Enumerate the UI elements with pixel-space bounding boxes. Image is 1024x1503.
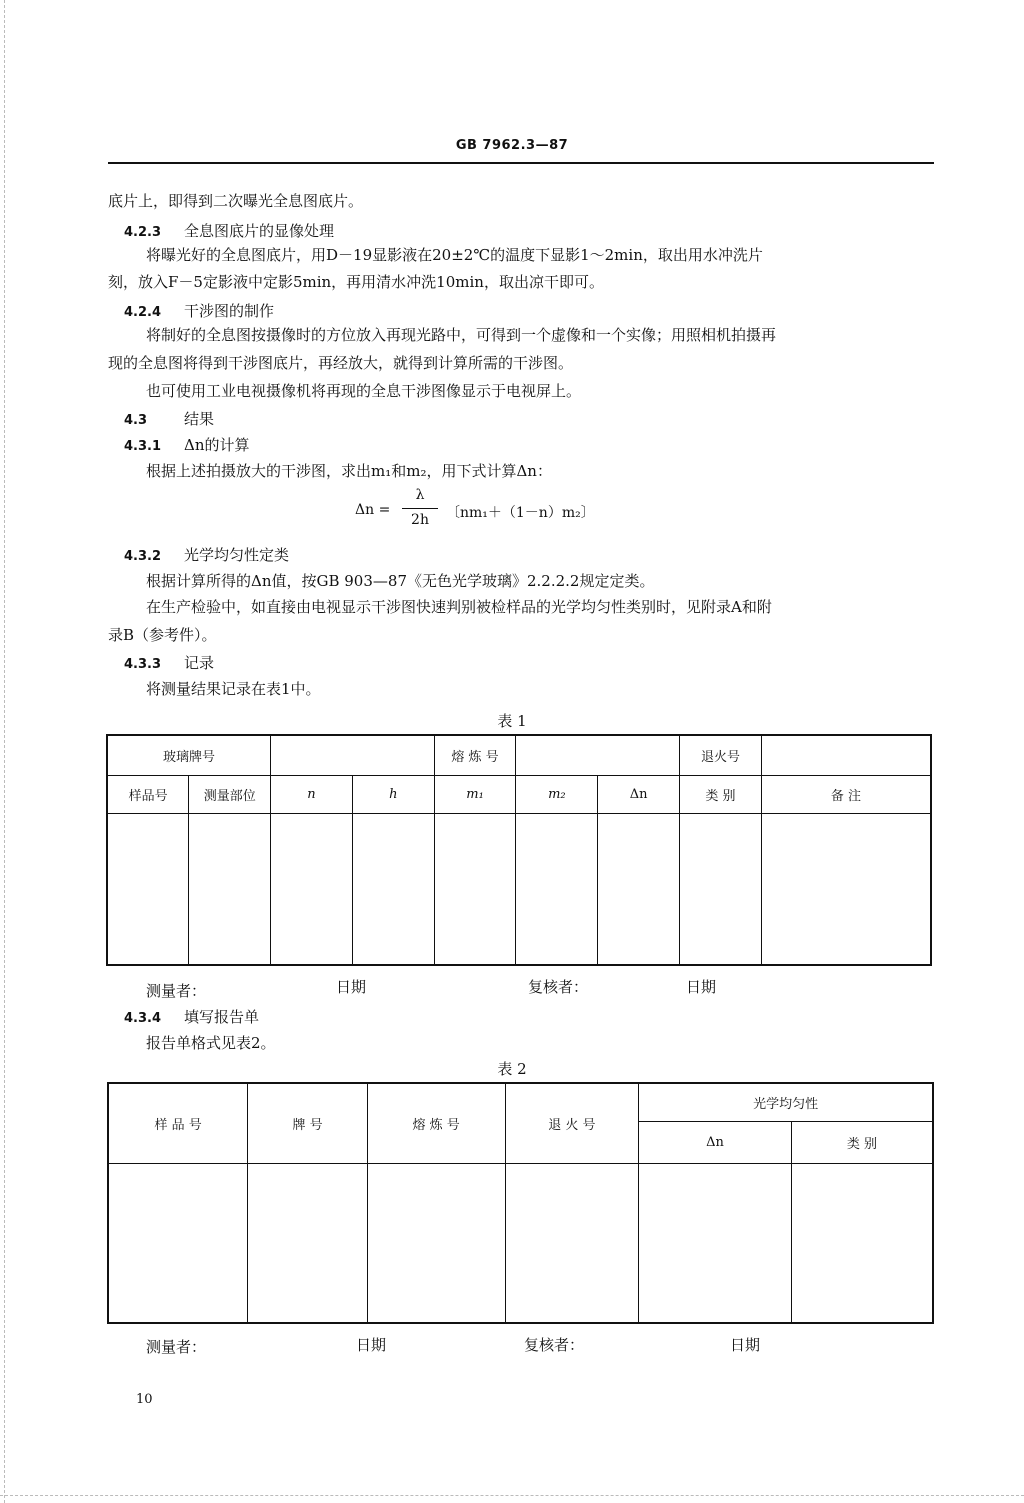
- empty-cell: [791, 1163, 933, 1323]
- section-4-2-4-heading: [124, 300, 274, 321]
- date-label: 日期: [686, 978, 717, 996]
- header-rule: [108, 162, 934, 164]
- paragraph-line: 录B（参考件）。: [108, 626, 217, 644]
- section-title: 干涉图的制作: [184, 302, 275, 320]
- section-number: 4.2.3: [124, 225, 162, 240]
- measurer-label: 测量者：: [146, 982, 207, 1000]
- section-4-3-2-heading: [124, 544, 289, 565]
- empty-cell: [505, 1163, 639, 1323]
- section-title: 记录: [184, 654, 215, 672]
- section-number: 4.3: [124, 413, 148, 428]
- empty-cell: [107, 814, 189, 965]
- section-4-3-3-heading: [124, 652, 214, 673]
- column-header: 样 品 号: [108, 1083, 248, 1163]
- empty-cell: [680, 814, 762, 965]
- section-number: 4.3.2: [124, 549, 162, 564]
- section-number: 4.3.3: [124, 657, 162, 672]
- group-header-optical-homogeneity: 光学均匀性: [639, 1083, 933, 1121]
- standard-code-header: GB 7962.3—87: [455, 138, 569, 153]
- column-header: n: [271, 775, 353, 813]
- section-title: 全息图底片的显像处理: [184, 222, 335, 240]
- section-number: 4.2.4: [124, 305, 162, 320]
- date-label: 日期: [336, 978, 367, 996]
- anneal-number-value: [761, 735, 931, 775]
- section-title: 填写报告单: [184, 1008, 260, 1026]
- glass-grade-value: [271, 735, 435, 775]
- melt-number-label: 熔 炼 号: [434, 735, 516, 775]
- section-4-3-4-heading: [124, 1006, 259, 1027]
- paragraph-line: 也可使用工业电视摄像机将再现的全息干涉图像显示于电视屏上。: [146, 382, 582, 400]
- column-header: Δn: [598, 775, 680, 813]
- formula-denominator: 2h: [411, 512, 429, 528]
- column-header: Δn: [639, 1121, 792, 1163]
- measurer-label: 测量者：: [146, 1338, 207, 1356]
- column-header: 测量部位: [189, 775, 271, 813]
- column-header: 样品号: [107, 775, 189, 813]
- paragraph-line: 根据计算所得的Δn值，按GB 903—87《无色光学玻璃》2.2.2.2规定定类。: [146, 572, 655, 590]
- column-header: 熔 炼 号: [367, 1083, 505, 1163]
- table-2: [107, 1082, 934, 1324]
- glass-grade-label: 玻璃牌号: [107, 735, 271, 775]
- column-header: h: [352, 775, 434, 813]
- section-title: Δn的计算: [184, 436, 250, 454]
- section-title: 结果: [184, 410, 215, 428]
- paragraph-line: 刻，放入F－5定影液中定影5min，再用清水冲洗10min，取出凉干即可。: [108, 273, 604, 291]
- scan-edge-bottom: [0, 1495, 1024, 1497]
- paragraph-line: 将测量结果记录在表1中。: [146, 680, 321, 698]
- paragraph-line: 将曝光好的全息图底片，用D－19显影液在20±2℃的温度下显影1～2min，取出用水冲洗片: [146, 246, 763, 264]
- empty-cell: [352, 814, 434, 965]
- empty-cell: [367, 1163, 505, 1323]
- empty-cell: [516, 814, 598, 965]
- reviewer-label: 复核者：: [524, 1336, 585, 1354]
- column-header: 牌 号: [248, 1083, 368, 1163]
- paragraph-line: 现的全息图将得到干涉图底片，再经放大，就得到计算所需的干涉图。: [108, 354, 574, 372]
- empty-cell: [761, 814, 931, 965]
- column-header: 类 别: [791, 1121, 933, 1163]
- table-1: [106, 734, 932, 966]
- empty-cell: [108, 1163, 248, 1323]
- scan-edge-left: [4, 0, 6, 1503]
- section-number: 4.3.4: [124, 1011, 162, 1026]
- section-4-3-heading: [124, 408, 214, 429]
- page-number: 10: [136, 1392, 153, 1407]
- fraction-bar: [402, 508, 438, 509]
- column-header: m₁: [434, 775, 516, 813]
- anneal-number-label: 退火号: [680, 735, 762, 775]
- formula-numerator: λ: [415, 487, 425, 503]
- paragraph-line: 将制好的全息图按摄像时的方位放入再现光路中，可得到一个虚像和一个实像；用照相机拍摄再: [146, 326, 777, 344]
- paragraph-line: 根据上述拍摄放大的干涉图，求出m₁和m₂，用下式计算Δn：: [146, 462, 552, 480]
- formula-lhs: Δn =: [355, 502, 391, 518]
- empty-cell: [598, 814, 680, 965]
- empty-cell: [248, 1163, 368, 1323]
- melt-number-value: [516, 735, 680, 775]
- column-header: 备 注: [761, 775, 931, 813]
- reviewer-label: 复核者：: [528, 978, 589, 996]
- section-number: 4.3.1: [124, 439, 162, 454]
- paragraph-line: 在生产检验中，如直接由电视显示干涉图快速判别被检样品的光学均匀性类别时，见附录A和附: [146, 598, 772, 616]
- column-header: 类 别: [680, 775, 762, 813]
- section-title: 光学均匀性定类: [184, 546, 290, 564]
- paragraph-line: 底片上，即得到二次曝光全息图底片。: [108, 192, 364, 210]
- empty-cell: [189, 814, 271, 965]
- section-4-3-1-heading: [124, 434, 250, 455]
- empty-cell: [434, 814, 516, 965]
- empty-cell: [639, 1163, 792, 1323]
- empty-cell: [271, 814, 353, 965]
- paragraph-line: 报告单格式见表2。: [146, 1034, 276, 1052]
- table-1-caption: 表 1: [497, 712, 527, 730]
- table-2-caption: 表 2: [497, 1060, 527, 1078]
- column-header: 退 火 号: [505, 1083, 639, 1163]
- date-label: 日期: [356, 1336, 387, 1354]
- section-4-2-3-heading: [124, 220, 334, 241]
- date-label: 日期: [730, 1336, 761, 1354]
- formula-rhs: 〔nm₁＋（1－n）m₂〕: [446, 505, 595, 521]
- column-header: m₂: [516, 775, 598, 813]
